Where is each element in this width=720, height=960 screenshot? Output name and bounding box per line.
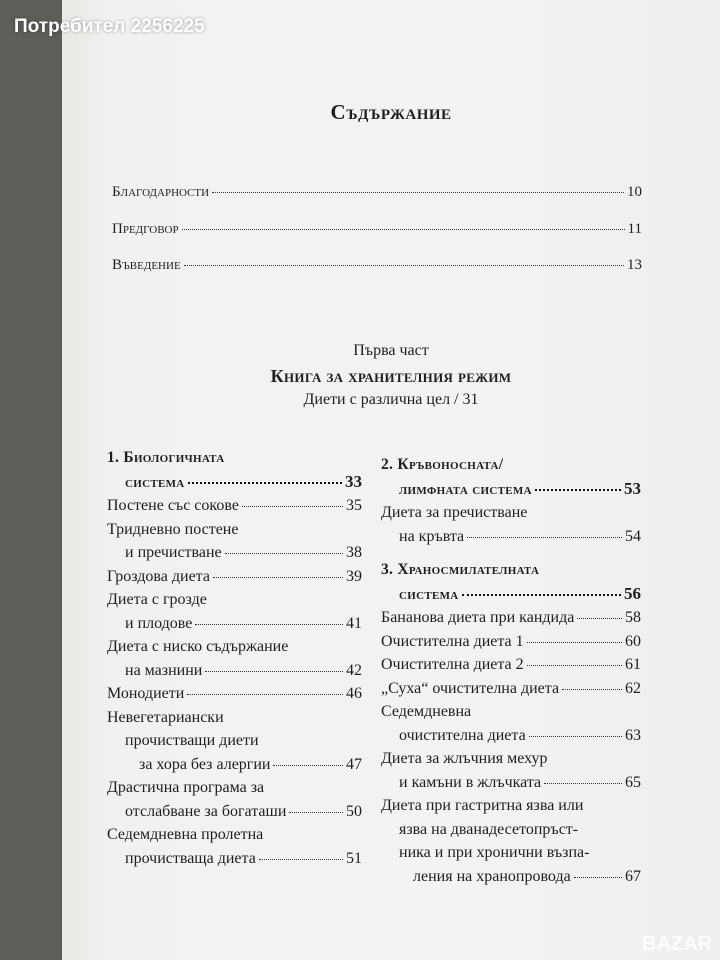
toc-entry-title: отслабване за богаташи (125, 802, 287, 820)
section-page: 53 (624, 478, 641, 498)
dot-leader (212, 192, 624, 193)
toc-entry-page: 47 (346, 755, 362, 773)
toc-entry-title: и пречистване (125, 544, 222, 561)
spacer (381, 548, 641, 558)
brand-logo: BAZAR (642, 933, 712, 955)
section-heading: 2. Кръвоносната/ (381, 456, 504, 473)
dot-leader (577, 618, 622, 619)
toc-entry-page: 39 (346, 567, 362, 585)
toc-entry-list (381, 606, 641, 888)
dot-leader (289, 812, 343, 813)
section-heading-row (381, 477, 641, 502)
toc-entry-row (381, 525, 641, 549)
section-heading: лимфната система (399, 480, 532, 498)
dot-leader (213, 577, 343, 578)
toc-entry-title: очистителна диета (399, 726, 526, 744)
toc-front-label: Предговор (112, 221, 179, 237)
section-heading: 3. Храносмилателната (381, 561, 540, 578)
dot-leader (225, 553, 343, 554)
toc-entry-title: и камъни в жлъчката (399, 773, 542, 791)
toc-entry-line: язва на дванадесетопръст- (399, 820, 579, 838)
section-heading: 1. Биологичната (107, 449, 225, 466)
dot-leader (273, 765, 343, 766)
toc-entry-title: Гроздова диета (107, 567, 210, 585)
dot-leader (187, 694, 343, 695)
toc-entry-row (381, 677, 641, 701)
toc-entry-title: Постене със сокове (107, 497, 239, 514)
dot-leader (529, 736, 622, 737)
toc-entry-page: 67 (625, 867, 641, 885)
dot-leader (527, 642, 622, 643)
toc-right-column (381, 453, 641, 888)
toc-left-column (107, 446, 362, 870)
toc-entry-line: Диета за жлъчния мехур (381, 750, 548, 767)
toc-entry-row (107, 753, 362, 777)
section-heading: система (399, 585, 459, 603)
toc-front-label: Въведение (112, 257, 181, 273)
dot-leader (562, 689, 622, 690)
toc-entry-title: Очистителна диета 2 (381, 656, 524, 673)
toc-entry-list (107, 494, 362, 870)
section-page: 33 (345, 471, 362, 491)
part-title: Книга за хранителния режим (270, 366, 512, 386)
part-label: Първа част (353, 342, 429, 359)
toc-entry-title: Очистителна диета 1 (381, 632, 524, 650)
toc-entry-page: 38 (346, 544, 362, 561)
dot-leader (467, 537, 622, 538)
section-heading-row (381, 582, 641, 607)
toc-entry-title: прочистваща диета (125, 849, 256, 867)
dot-leader (574, 877, 622, 878)
toc-entry-row (107, 847, 362, 871)
toc-entry-row (107, 541, 362, 565)
toc-entry-line: Седемдневна пролетна (107, 826, 264, 843)
toc-entry-line: Диета с грозде (107, 591, 207, 608)
dot-leader (184, 265, 624, 266)
toc-entry-row (107, 565, 362, 589)
toc-entry-title: „Суха“ очистителна диета (381, 679, 560, 697)
toc-entry-row (107, 612, 362, 636)
toc-front-page: 13 (627, 257, 642, 273)
toc-entry-row (381, 724, 641, 748)
toc-entry-title: Монодиети (107, 685, 185, 702)
dot-leader (188, 482, 342, 484)
toc-entry-title: ления на хранопровода (413, 867, 571, 885)
toc-front-entry (112, 221, 642, 238)
toc-entry-row (107, 800, 362, 824)
dot-leader (259, 859, 343, 860)
toc-entry-line: Тридневно постене (107, 520, 239, 538)
toc-entry-page: 51 (346, 849, 362, 867)
section-heading: система (125, 473, 185, 491)
toc-entry-page: 60 (625, 632, 641, 650)
section-heading-row (107, 470, 362, 495)
toc-entry-page: 46 (346, 685, 362, 702)
toc-entry-page: 54 (625, 527, 641, 545)
toc-entry-line: ника и при хронични възпа- (399, 844, 590, 861)
toc-entry-page: 35 (346, 497, 362, 514)
toc-entry-page: 61 (625, 656, 641, 673)
toc-entry-line: Диета за пречистване (381, 504, 528, 521)
toc-front-page: 10 (627, 184, 642, 200)
toc-entry-page: 42 (346, 661, 362, 679)
section-page: 56 (624, 583, 641, 603)
dot-leader (205, 671, 343, 672)
dot-leader (462, 594, 621, 596)
toc-entry-page: 62 (625, 679, 641, 697)
toc-front-entry (112, 257, 642, 274)
toc-entry-title: и плодове (125, 614, 193, 632)
toc-entry-line: Драстична програма за (107, 779, 265, 796)
toc-entry-line: Седемдневна (381, 703, 472, 720)
toc-entry-row (381, 865, 641, 889)
dot-leader (544, 783, 622, 784)
toc-entry-title: за хора без алергии (139, 755, 271, 773)
toc-entry-page: 63 (625, 726, 641, 744)
toc-entry-line: Диета с ниско съдържание (107, 638, 289, 655)
part-subtitle: Диети с различна цел / 31 (303, 391, 479, 408)
toc-entry-page: 65 (625, 773, 641, 791)
toc-front-entry (112, 184, 642, 201)
toc-entry-row (381, 606, 641, 630)
toc-entry-title: на кръвта (399, 527, 465, 545)
toc-entry-page: 58 (625, 609, 641, 626)
toc-entry-page: 41 (346, 614, 362, 632)
toc-entry-row (381, 630, 641, 654)
dot-leader (527, 665, 622, 666)
contents-title: Съдържание (330, 100, 452, 124)
toc-entry-line: Невегетариански (107, 708, 224, 726)
dot-leader (535, 489, 621, 491)
toc-entry-page: 50 (346, 802, 362, 820)
toc-front-label: Благодарности (112, 184, 210, 200)
toc-entry-row (107, 494, 362, 518)
toc-entry-row (107, 682, 362, 706)
dot-leader (182, 229, 625, 230)
toc-entry-line: прочистващи диети (125, 732, 259, 749)
toc-entry-title: Бананова диета при кандида (381, 609, 575, 626)
dot-leader (242, 506, 343, 507)
toc-entry-row (381, 653, 641, 677)
toc-front-page: 11 (627, 221, 642, 237)
dot-leader (195, 624, 343, 625)
toc-entry-title: на мазнини (125, 661, 203, 679)
toc-entry-line: Диета при гастритна язва или (381, 797, 584, 814)
toc-entry-row (381, 771, 641, 795)
user-watermark: Потребител 2256225 (14, 16, 205, 37)
toc-entry-row (107, 659, 362, 683)
